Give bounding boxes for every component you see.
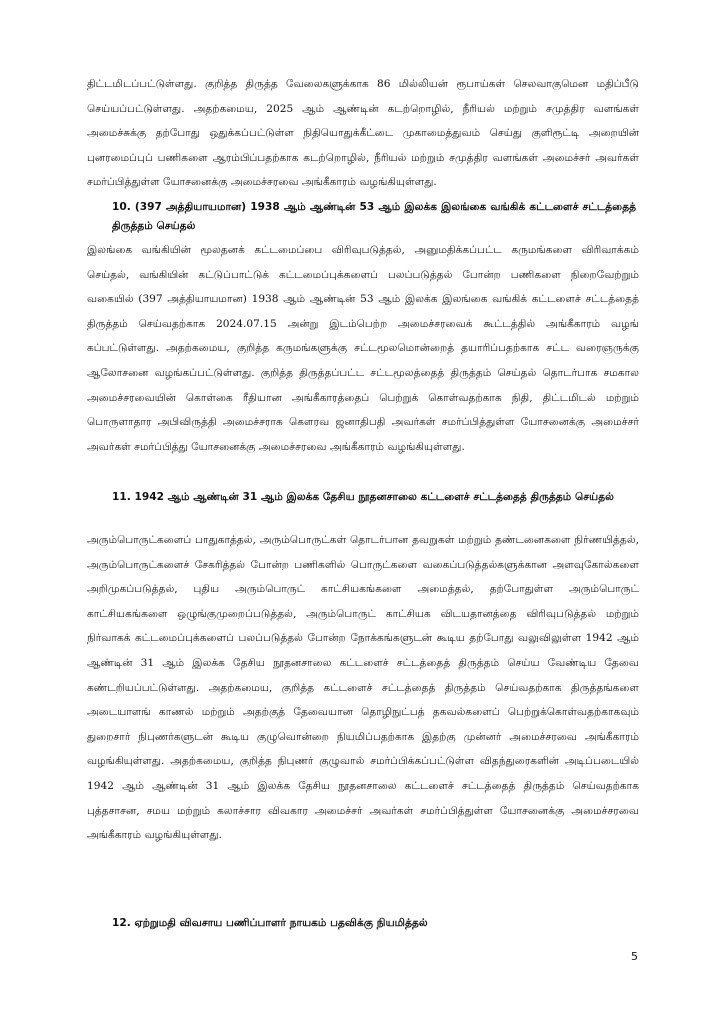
paragraph-cold-room-renovation: திட்டமிடப்பட்டுள்ளது. குறித்த திருத்த வேலைகளுக்காக 86 மில்லியன் ரூபாய்கள் செலவாகுமென மதிப்பீடு செய்யப்பட்டுள்ளது. அதற்கமைய, 2025 ஆம் ஆண்டின் கடற்றொழில், நீரியல் மற்றும் சமுத்திர வளங்கள் அமைச்சுக்கு தற்போது ஒதுக்கப்பட்டுள்ள நிதியொதுக்கீட்டை முகாமைத்துவம் செய்து குளிரூட்டி அறையின் புனரமைப்புப் பணிகளை ஆரம்பிப்பதற்காக கடற்றொழில், நீரியல் மற்றும் சமுத்திர வளங்கள் அமைச்சர் அவர்கள் சமர்ப்பித்துள்ள யோசனைக்கு அமைச்சரவை அங்கீகாரம் வழங்கியுள்ளது. bbox=[87, 78, 639, 189]
paragraph-bank-of-ceylon-ordinance: இலங்கை வங்கியின் மூலதனக் கட்டமைப்பை விரிவுபடுத்தல், அனுமதிக்கப்பட்ட கருமங்களை விரிவாக்கம் செய்தல், வங்கியின் கட்டுப்பாட்டுக் கட்டமைப்புக்களைப் பலப்படுத்தல் போன்ற பணிகளை நிறைவேற்றும் வகையில் (397 அத்தியாயமான) 1938 ஆம் ஆண்டின் 53 ஆம் இலக்க இலங்கை வங்கிக் கட்டளைச் சட்டத்தைத் திருத்தம் செய்வதற்காக 2024.07.15 அன்று இடம்பெற்ற அமைச்சரவைக் கூட்டத்தில் அங்கீகாரம் வழங் கப்பட்டுள்ளது. அதற்கமைய, குறித்த கருமங்களுக்கு சட்டமூலமொன்றைத் தயாரிப்பதற்காக சட்ட வரைஞருக்கு ஆலோசனை வழங்கப்பட்டுள்ளது. குறித்த திருத்தப்பட்ட சட்டமூலத்தைத் திருத்தம் செய்தல் தொடர்பாக சமகால அமைச்சரவையின் கொள்கை ரீதியான அங்கீகாரத்தைப் பெற்றுக் கொள்வதற்காக நிதி, திட்டமிடல் மற்றும் பொருளாதார அபிவிருத்தி அமைச்சராக கௌரவ ஜனாதிபதி அவர்கள் சமர்ப்பித்துள்ள யோசனைக்கு அமைச்சர் அவர்கள் சமர்ப்பித்து யோசனைக்கு அமைச்சரவை அங்கீகாரம் வழங்கியுள்ளது. bbox=[87, 244, 639, 453]
heading-item-10: 10. (397 அத்தியாயமான) 1938 ஆம் ஆண்டின் 53 ஆம் இலக்க இலங்கை வங்கிக் கட்டளைச் சட்டத்தைத் திருத்தம் செய்தல் bbox=[112, 201, 636, 232]
page-number: 5 bbox=[631, 950, 638, 963]
heading-item-12: 12. ஏற்றுமதி விவசாய பணிப்பாளர் நாயகம் பதவிக்கு நியமித்தல் bbox=[112, 917, 428, 929]
heading-item-11: 11. 1942 ஆம் ஆண்டின் 31 ஆம் இலக்க தேசிய நூதனசாலை கட்டளைச் சட்டத்தைத் திருத்தம் செய்தல் bbox=[112, 491, 614, 503]
paragraph-national-museum-ordinance: அரும்பொருட்களைப் பாதுகாத்தல், அரும்பொருட்கள் தொடர்பான தவறுகள் மற்றும் தண்டனைகளை நிர்ணயித்தல், அரும்பொருட்களைச் சேகரித்தல் போன்ற பணிகளில் பொருட்களை வகைப்படுத்தல்களுக்கான அளவுகோல்களை அறிமுகப்படுத்தல், புதிய அரும்பொருட் காட்சியகங்களை அமைத்தல், தற்போதுள்ள அரும்பொருட் காட்சியகங்களை ஒழுங்குமுறைப்படுத்தல், அரும்பொருட் காட்சியக விடயதானத்தை விரிவுபடுத்தல் மற்றும் நிர்வாகக் கட்டமைப்புக்களைப் பலப்படுத்தல் போன்ற நோக்கங்களுடன் கூடிய தற்போது வலுவிலுள்ள 1942 ஆம் ஆண்டின் 31 ஆம் இலக்க தேசிய நூதனசாலை கட்டளைச் சட்டத்தைத் திருத்தம் செய்ய வேண்டிய தேவை கண்டறியப்பட்டுள்ளது. அதற்கமைய, குறித்த கட்டளைச் சட்டத்தைத் திருத்தம் செய்வதற்காக திருத்தங்களை அடையாளங் காணல் மற்றும் அதற்குத் தேவையான தொழிநுட்பத் தகவல்களைப் பெற்றுக்கொள்வதற்காகவும் துறைசார் நிபுணர்களுடன் கூடிய குழுவொன்றை நியமிப்பதற்காக இதற்கு முன்னர் அமைச்சரவை அங்கீகாரம் வழங்கியுள்ளது. அதற்கமைய, குறித்த நிபுணர் குழுவால் சமர்ப்பிக்கப்பட்டுள்ள விதந்துரைகளின் அடிப்படையில் 1942 ஆம் ஆண்டின் 31 ஆம் இலக்க தேசிய நூதனசாலை கட்டளைச் சட்டத்தைத் திருத்தம் செய்வதற்காக புத்தசாசன, சமய மற்றும் கலாச்சார விவகார அமைச்சர் அவர்கள் சமர்ப்பித்துள்ள யோசனைக்கு அமைச்சரவை அங்கீகாரம் வழங்கியுள்ளது. bbox=[87, 534, 639, 842]
